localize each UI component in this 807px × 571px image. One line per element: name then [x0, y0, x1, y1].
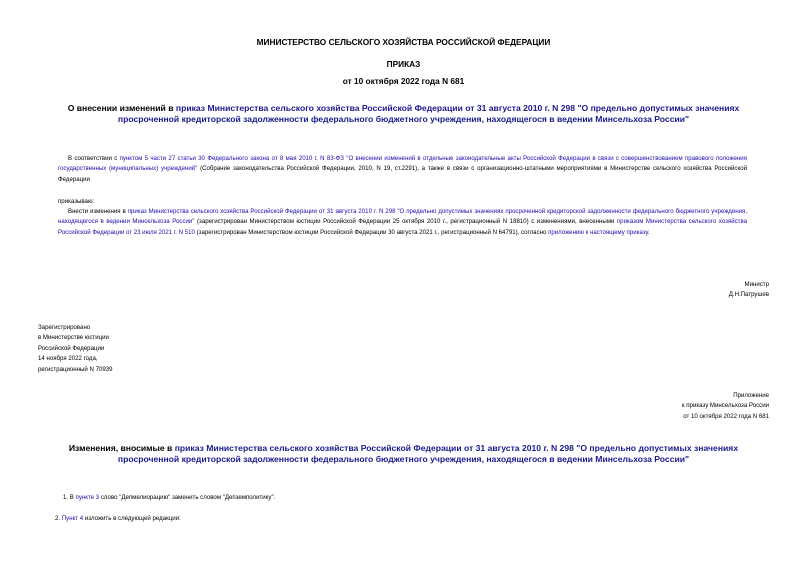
registration-line: Зарегистрировано	[38, 324, 91, 331]
registration-line: в Министерстве юстиции	[38, 334, 109, 342]
order-order510-link[interactable]: приказом Министерства сельского хозяйства Российской Федерации от 23 июля 2021 г. N 510	[58, 218, 747, 236]
order-appendix-link[interactable]: приложению к настоящему приказу	[548, 228, 648, 236]
order-text-1: Внести изменения в	[68, 208, 128, 215]
item-point4-link[interactable]: Пункт 4	[61, 515, 84, 522]
item-text: изложить в следующей редакции:	[83, 515, 181, 522]
item-point3-link[interactable]: пункте 3	[75, 494, 100, 501]
registration-line: регистрационный N 70939	[38, 365, 113, 373]
item-prefix: 1. В	[63, 494, 76, 501]
item-prefix: 2.	[55, 515, 62, 522]
doc-type: ПРИКАЗ	[386, 59, 421, 69]
registration-line: 14 ноября 2022 года,	[38, 355, 98, 363]
appendix-block	[682, 391, 769, 422]
preamble-text-2: (Собрание законодательства Российской Федерации, 2010, N 19, ст.2291), а также в связи с организационно-штатными мероприятиями в Министерстве сельского хозяйства Российской Федерации	[58, 165, 747, 183]
appendix-line: Приложение	[733, 392, 769, 399]
changes-title	[58, 443, 749, 465]
ministry-heading: МИНИСТЕРСТВО СЕЛЬСКОГО ХОЗЯЙСТВА РОССИЙСКОЙ ФЕДЕРАЦИИ	[256, 37, 551, 47]
signature-block	[729, 280, 769, 301]
signature-position: Министр	[744, 281, 769, 288]
registration-line: Российской Федерации	[38, 344, 105, 352]
preamble-law-link[interactable]: пунктом 5 части 27 статьи 30 Федерального закона от 8 мая 2010 г. N 83-ФЗ "О внесении изменений в отдельные законодательные акты Российской Федерации в связи с совершенствованием правового положения государственных (муниципальных) учреждений"	[58, 155, 748, 173]
order-text-4: .	[647, 228, 650, 236]
order-word: приказываю:	[58, 198, 95, 205]
order-text-3: (зарегистрирован Министерством юстиции Российской Федерации 30 августа 2021 г., регистрационный N 64791), согласно	[194, 228, 549, 236]
change-item-1	[63, 493, 275, 503]
changes-title-prefix: Изменения, вносимые в	[68, 443, 175, 453]
order-paragraph	[58, 207, 747, 238]
changes-title-link[interactable]: приказ Министерства сельского хозяйства Российской Федерации от 31 августа 2010 г. N 298 "О предельно допустимых значениях просроченной кредиторской задолженности федерального бюджетного учреждения, находящегося в ведении Минсельхоза России"	[117, 443, 739, 464]
doc-date: от 10 октября 2022 года N 681	[342, 76, 465, 86]
appendix-line: от 10 октября 2022 года N 681	[683, 412, 769, 420]
document-title	[58, 103, 749, 125]
title-prefix: О внесении изменений в	[67, 103, 176, 113]
title-link[interactable]: приказ Министерства сельского хозяйства Российской Федерации от 31 августа 2010 г. N 298 "О предельно допустимых значениях просроченной кредиторской задолженности федерального бюджетного учреждения, находящегося в ведении Минсельхоза России"	[117, 103, 740, 124]
signature-name: Д.Н.Патрушев	[728, 291, 769, 299]
preamble-text-1: В соответствии с	[68, 155, 120, 162]
registration-block	[38, 323, 113, 375]
order-order298-link[interactable]: приказ Министерства сельского хозяйства Российской Федерации от 31 августа 2010 г. N 298 "О предельно допустимых значениях просроченной кредиторской задолженности федерального бюджетного учреждения, находящегося в ведении Минсельхоза России"	[58, 208, 747, 226]
appendix-line: к приказу Минсельхоза России	[681, 402, 769, 410]
change-item-2	[55, 514, 181, 524]
order-text-2: (зарегистрирован Министерством юстиции Российской Федерации 25 октября 2010 г., регистрационный N 18810) с изменениями, внесенными	[194, 218, 617, 226]
item-text: слово "Депмелиорацию" заменить словом "Депземполитику".	[99, 494, 276, 501]
preamble-paragraph	[58, 154, 747, 185]
